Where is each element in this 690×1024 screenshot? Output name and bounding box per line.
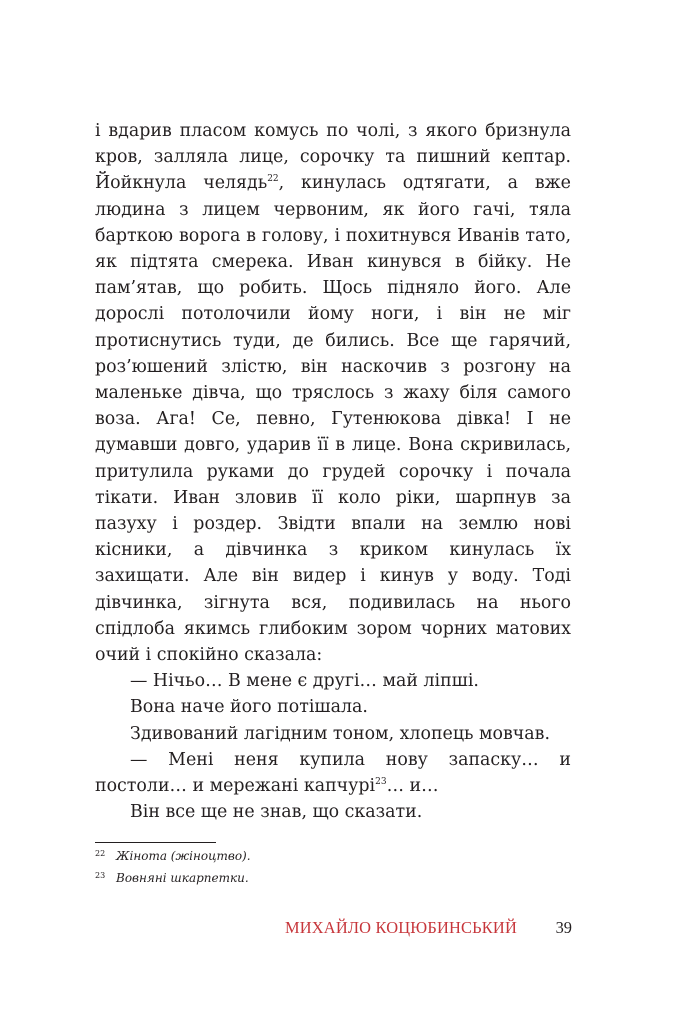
footnote-number: 22 [95, 849, 106, 858]
footnote-ref-22: 22 [267, 174, 279, 185]
paragraph-5 [95, 747, 571, 799]
footnote-text: Жінота (жіноцтво). [116, 849, 251, 863]
paragraph-3: Вона наче його потішала. [130, 697, 368, 718]
paragraph-1-text-a: і вдарив пласом комусь по чолі, з якого бризнула кров, залляла лице, сорочку та пишний кептар. Йойкнула челядь [95, 121, 571, 194]
page-number: 39 [555, 918, 572, 937]
running-footer [0, 916, 690, 940]
footnote-number: 23 [95, 871, 106, 880]
paragraph-5-text-a: — Мені неня купила нову запаску… и постоли… и мережані капчурі [95, 749, 571, 797]
paragraph-6: Він все ще не знав, що сказати. [130, 802, 423, 823]
author-name: МИХАЙЛО КОЦЮБИНСЬКИЙ [284, 918, 517, 937]
paragraph-5-text-b: … и… [386, 776, 439, 797]
paragraph-1-text-b: , кинулась одтягати, а вже людина з лицем червоним, як його гачі, тяла барткою ворога в голову, і похитнувся Иванів тато, як підтята смерека. Иван кинувся в бійку. Не пам’ятав, що робить. Щось підняло його. Але дорослі потолочили йому ноги, і він не міг протиснутись туди, де бились. Все ще гарячий, роз’юшений злістю, він наскочив з розгону на маленьке дівча, що тряслось з жаху біля самого воза. Ага! Се, певно, Гутенюкова дівка! І не думавши довго, ударив її в лице. Вона скривилась, притулила руками до грудей сорочку і почала тікати. Иван зловив її коло ріки, шарпнув за пазуху і роздер. Звідти впали на землю нові кісники, а дівчинка з криком кинулась їх захищати. Але він видер і кинув у воду. Тоді дівчинка, зігнута вся, подивилась на нього спідлоба якимсь глибоким зором чорних матових очий і спокійно сказала: [95, 173, 571, 666]
footnote-divider [95, 842, 216, 843]
footnote-ref-23: 23 [375, 777, 387, 788]
footnote-22 [95, 846, 495, 864]
paragraph-2: — Нічьо… В мене є другі… май ліпші. [130, 671, 479, 692]
paragraph-4: Здивований лагідним тоном, хлопець мовчав. [130, 723, 550, 744]
main-text [95, 118, 571, 825]
paragraph-1 [95, 118, 571, 668]
footnote-text: Вовняні шкарпетки. [116, 871, 249, 885]
footnote-23 [95, 868, 495, 886]
